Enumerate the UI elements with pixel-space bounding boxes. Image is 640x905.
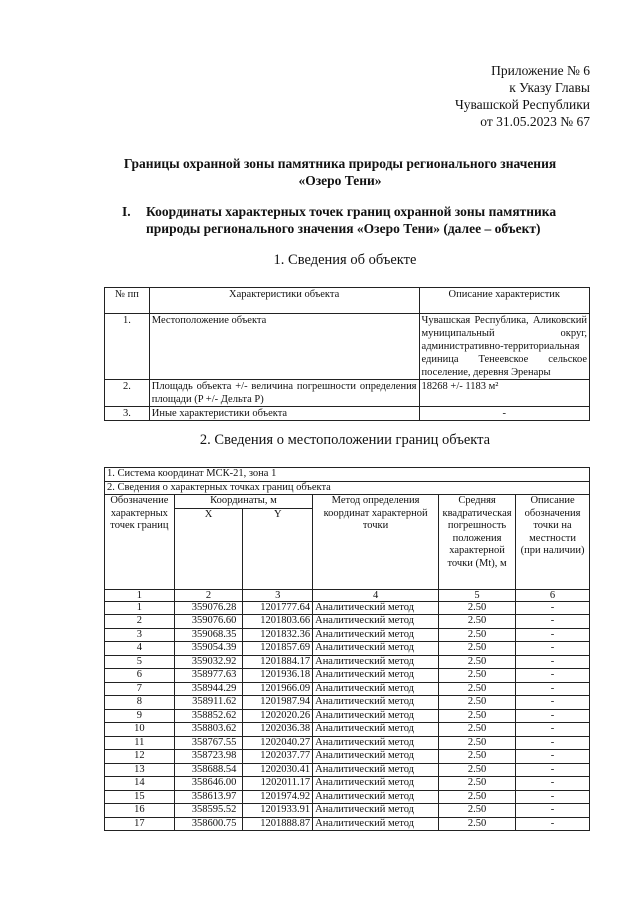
point-error: 2.50: [439, 750, 516, 764]
coordinate-row: [105, 615, 590, 629]
point-y: 1201777.64: [243, 601, 313, 615]
point-number: 1: [105, 601, 175, 615]
coordinate-row: [105, 723, 590, 737]
point-x: 359076.60: [174, 615, 243, 629]
point-method: Аналитический метод: [313, 642, 439, 656]
coords-header-row: [105, 495, 590, 509]
point-x: 358688.54: [174, 763, 243, 777]
section-heading: [122, 203, 592, 237]
section-title: Координаты характерных точек границ охранной зоны памятника природы регионального значения «Озеро Тени» (далее – объект): [146, 204, 557, 236]
header-num: № пп: [105, 288, 150, 314]
point-method: Аналитический метод: [313, 601, 439, 615]
point-y: 1201857.69: [243, 642, 313, 656]
column-number: 4: [313, 589, 439, 601]
coordinate-row: [105, 628, 590, 642]
point-error: 2.50: [439, 723, 516, 737]
point-x: 359076.28: [174, 601, 243, 615]
point-marking: -: [516, 790, 590, 804]
point-y: 1202030.41: [243, 763, 313, 777]
point-marking: -: [516, 669, 590, 683]
point-x: 358803.62: [174, 723, 243, 737]
header-description: Описание характеристик: [419, 288, 589, 314]
point-error: 2.50: [439, 601, 516, 615]
point-method: Аналитический метод: [313, 736, 439, 750]
point-number: 6: [105, 669, 175, 683]
point-method: Аналитический метод: [313, 696, 439, 710]
coordinate-row: [105, 696, 590, 710]
appendix-line-2: к Указу Главы: [509, 80, 590, 95]
point-method: Аналитический метод: [313, 750, 439, 764]
object-table-header: [105, 288, 590, 314]
point-error: 2.50: [439, 709, 516, 723]
point-number: 10: [105, 723, 175, 737]
point-y: 1201803.66: [243, 615, 313, 629]
point-number: 13: [105, 763, 175, 777]
subsection-boundaries: 2. Сведения о местоположении границ объекта: [199, 432, 491, 448]
point-method: Аналитический метод: [313, 790, 439, 804]
point-y: 1201987.94: [243, 696, 313, 710]
appendix-line-1: Приложение № 6: [491, 63, 590, 78]
point-number: 5: [105, 655, 175, 669]
column-number: 1: [105, 589, 175, 601]
point-number: 16: [105, 804, 175, 818]
object-table-row: [105, 380, 590, 407]
point-error: 2.50: [439, 736, 516, 750]
point-number: 8: [105, 696, 175, 710]
point-marking: -: [516, 777, 590, 791]
header-error: Средняя квадратическая погрешность положения характерной точки (Mt), м: [439, 495, 516, 590]
point-marking: -: [516, 655, 590, 669]
point-y: 1201936.18: [243, 669, 313, 683]
point-method: Аналитический метод: [313, 804, 439, 818]
header-method: Метод определения координат характерной точки: [313, 495, 439, 590]
appendix-header: [430, 62, 590, 130]
point-x: 358613.97: [174, 790, 243, 804]
point-number: 7: [105, 682, 175, 696]
header-coords: Координаты, м: [174, 495, 312, 509]
point-error: 2.50: [439, 696, 516, 710]
point-method: Аналитический метод: [313, 655, 439, 669]
coordinate-system: 1. Система координат МСК-21, зона 1: [105, 468, 590, 482]
point-y: 1201933.91: [243, 804, 313, 818]
point-marking: -: [516, 696, 590, 710]
point-y: 1201974.92: [243, 790, 313, 804]
column-numbers-row: [105, 589, 590, 601]
row-characteristic: Местоположение объекта: [149, 314, 419, 380]
point-marking: -: [516, 750, 590, 764]
point-x: 359032.92: [174, 655, 243, 669]
coordinate-row: [105, 601, 590, 615]
row-characteristic: Площадь объекта +/- величина погрешности определения площади (P +/- Дельта P): [149, 380, 419, 407]
point-number: 2: [105, 615, 175, 629]
point-error: 2.50: [439, 655, 516, 669]
point-marking: -: [516, 615, 590, 629]
point-y: 1201884.17: [243, 655, 313, 669]
point-marking: -: [516, 723, 590, 737]
point-number: 12: [105, 750, 175, 764]
point-y: 1202011.17: [243, 777, 313, 791]
point-x: 358723.98: [174, 750, 243, 764]
point-number: 9: [105, 709, 175, 723]
point-method: Аналитический метод: [313, 682, 439, 696]
point-number: 11: [105, 736, 175, 750]
point-x: 358944.29: [174, 682, 243, 696]
row-description: 18268 +/- 1183 м²: [419, 380, 589, 407]
row-num: 2.: [105, 380, 150, 407]
point-marking: -: [516, 709, 590, 723]
column-number: 2: [174, 589, 243, 601]
point-error: 2.50: [439, 777, 516, 791]
point-error: 2.50: [439, 669, 516, 683]
point-method: Аналитический метод: [313, 628, 439, 642]
header-marking: Описание обозначения точки на местности (при наличии): [516, 495, 590, 590]
section-number: I.: [122, 204, 131, 219]
coordinates-table: [104, 467, 590, 831]
point-method: Аналитический метод: [313, 777, 439, 791]
point-marking: -: [516, 763, 590, 777]
point-y: 1201832.36: [243, 628, 313, 642]
point-x: 359068.35: [174, 628, 243, 642]
column-number: 3: [243, 589, 313, 601]
point-number: 3: [105, 628, 175, 642]
coordinate-row: [105, 682, 590, 696]
point-y: 1202040.27: [243, 736, 313, 750]
coordinate-row: [105, 669, 590, 683]
subsection-object-info: 1. Сведения об объекте: [273, 252, 417, 268]
point-marking: -: [516, 736, 590, 750]
point-error: 2.50: [439, 682, 516, 696]
point-marking: -: [516, 601, 590, 615]
coordinate-row: [105, 709, 590, 723]
point-error: 2.50: [439, 615, 516, 629]
point-error: 2.50: [439, 817, 516, 831]
header-y: Y: [243, 508, 313, 589]
point-y: 1202037.77: [243, 750, 313, 764]
row-characteristic: Иные характеристики объекта: [149, 407, 419, 421]
points-title-row: [105, 481, 590, 495]
appendix-line-4: от 31.05.2023 № 67: [480, 114, 590, 129]
point-x: 358600.75: [174, 817, 243, 831]
header-designation: Обозначение характерных точек границ: [105, 495, 175, 590]
point-number: 4: [105, 642, 175, 656]
point-y: 1201966.09: [243, 682, 313, 696]
point-method: Аналитический метод: [313, 723, 439, 737]
point-x: 358595.52: [174, 804, 243, 818]
coordinate-row: [105, 804, 590, 818]
row-num: 1.: [105, 314, 150, 380]
row-description: Чувашская Республика, Аликовский муниципальный округ, административно-территориальная единица Тенеевское сельское поселение, деревня Эренары: [419, 314, 589, 380]
point-x: 358767.55: [174, 736, 243, 750]
title-line-1: Границы охранной зоны памятника природы регионального значения: [123, 156, 557, 171]
point-x: 358852.62: [174, 709, 243, 723]
point-error: 2.50: [439, 642, 516, 656]
point-marking: -: [516, 817, 590, 831]
point-method: Аналитический метод: [313, 669, 439, 683]
coordinate-system-row: [105, 468, 590, 482]
row-description: -: [419, 407, 589, 421]
header-x: X: [174, 508, 243, 589]
coordinate-row: [105, 750, 590, 764]
point-method: Аналитический метод: [313, 817, 439, 831]
point-marking: -: [516, 642, 590, 656]
coordinate-row: [105, 655, 590, 669]
point-error: 2.50: [439, 790, 516, 804]
point-x: 359054.39: [174, 642, 243, 656]
coordinate-row: [105, 763, 590, 777]
object-table: [104, 287, 590, 421]
point-y: 1201888.87: [243, 817, 313, 831]
point-marking: -: [516, 804, 590, 818]
coordinate-row: [105, 642, 590, 656]
document-title: [90, 155, 590, 189]
coordinate-row: [105, 736, 590, 750]
row-num: 3.: [105, 407, 150, 421]
coordinate-row: [105, 790, 590, 804]
object-table-row: [105, 407, 590, 421]
coordinate-row: [105, 817, 590, 831]
point-error: 2.50: [439, 628, 516, 642]
coordinate-rows: [105, 601, 590, 831]
column-number: 6: [516, 589, 590, 601]
point-number: 14: [105, 777, 175, 791]
object-table-row: [105, 314, 590, 380]
point-error: 2.50: [439, 804, 516, 818]
column-number: 5: [439, 589, 516, 601]
title-line-2: «Озеро Тени»: [298, 173, 382, 188]
point-marking: -: [516, 682, 590, 696]
appendix-line-3: Чувашской Республики: [454, 97, 590, 112]
points-title: 2. Сведения о характерных точках границ объекта: [105, 481, 590, 495]
point-x: 358977.63: [174, 669, 243, 683]
point-method: Аналитический метод: [313, 763, 439, 777]
point-y: 1202020.26: [243, 709, 313, 723]
coordinate-row: [105, 777, 590, 791]
point-method: Аналитический метод: [313, 615, 439, 629]
point-x: 358911.62: [174, 696, 243, 710]
header-characteristic: Характеристики объекта: [149, 288, 419, 314]
point-marking: -: [516, 628, 590, 642]
point-y: 1202036.38: [243, 723, 313, 737]
point-number: 17: [105, 817, 175, 831]
point-method: Аналитический метод: [313, 709, 439, 723]
point-error: 2.50: [439, 763, 516, 777]
point-x: 358646.00: [174, 777, 243, 791]
point-number: 15: [105, 790, 175, 804]
